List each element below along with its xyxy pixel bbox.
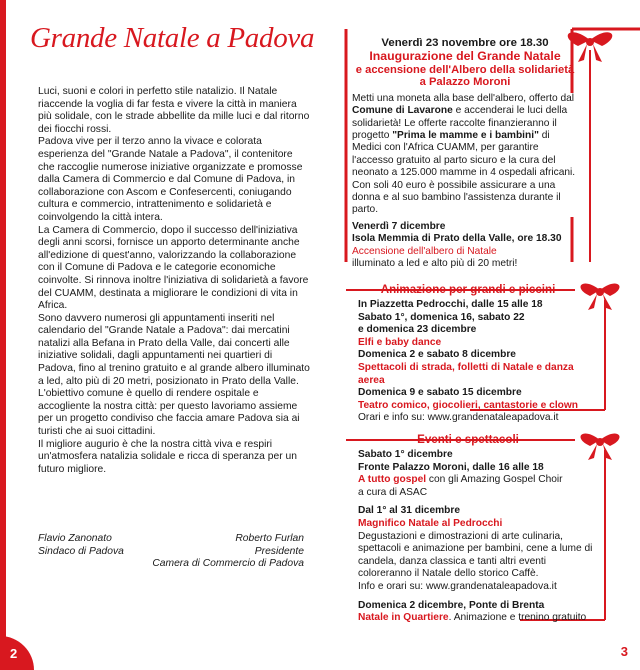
- event-name: Teatro comico, giocolieri, cantastorie e clown: [358, 399, 579, 411]
- event-date: Dal 1° al 31 dicembre: [358, 505, 461, 517]
- signature-role: Presidente: [254, 545, 304, 557]
- inauguration-place: a Palazzo Moroni: [419, 76, 511, 89]
- signature-name: Roberto Furlan: [235, 533, 304, 544]
- inauguration-subheading: e accensione dell'Albero della solidarietà: [355, 63, 575, 76]
- text-run-bold: Comune di Lavarone: [352, 105, 453, 117]
- text-run-bold: "Prima le mamme e i bambini": [392, 130, 539, 141]
- intro-paragraph: L'obiettivo comune è quello di rendere ospitale e accogliente la nostra città: per questo lavoriamo assieme per un progetto condiviso che faccia amare Padova sia ai turisti che ai suoi cittadini.: [38, 388, 300, 438]
- signature-name: Flavio Zanonato: [38, 533, 112, 544]
- intro-paragraph: Padova vive per il terzo anno la vivace e colorata esperienza del "Grande Natale a Padova", il contenitore che raccoglie numerose iniziative organizzate e promosse dalla Camera di Commercio e dal Comune di Padova, in collaborazione con Ascom e Confesercenti, coniugando cultura e commercio, intrattenimento e solidarietà e coinvolgendo la città intera.: [38, 136, 303, 223]
- event-date: Domenica 9 e sabato 15 dicembre: [358, 387, 522, 399]
- page-number-right: 3: [620, 644, 628, 659]
- tree-place: Isola Memmia di Prato della Valle, ore 18.30: [352, 233, 562, 245]
- text-run: di Medici con l'Africa CUAMM, per garantire l'accesso gratuito al parto sicuro e la cura del neonato a 125.000 mamme in 4 ospedali africani. Con soli 40 euro è possibile assicurare a una donna e al suo bambino l'assistenza durante il parto.: [352, 130, 576, 216]
- info-line: Orari e info su: www.grandenataleapadova.it: [358, 412, 559, 424]
- section-animation: [358, 299, 598, 425]
- event-place: In Piazzetta Pedrocchi, dalle 15 alle 18: [358, 299, 543, 310]
- event-line: [358, 612, 596, 625]
- section-events: [358, 449, 596, 625]
- intro-paragraph: La Camera di Commercio, dopo il successo dell'iniziativa degli anni scorsi, fornisce un apporto determinante anche all'edizione di quest'anno, valorizzando la collaborazione con il Comune di Padova e le categorie economiche coinvolte. Si rinnova inoltre l'iniziativa di solidarietà a favore del CUAMM, destinata a migliorare le condizioni di vita in Africa.: [38, 224, 309, 312]
- info-line: Info e orari su: www.grandenataleapadova.it: [358, 580, 557, 592]
- event-desc: a cura di ASAC: [358, 486, 428, 498]
- event-date: Domenica 2 e sabato 8 dicembre: [358, 349, 516, 361]
- text-run: Metti una moneta alla base dell'albero, offerto dal: [352, 92, 575, 104]
- inauguration-heading: Inaugurazione del Grande Natale: [369, 49, 561, 63]
- page-number-left: 2: [10, 646, 18, 661]
- event-name: A tutto gospel: [358, 474, 427, 486]
- tree-heading: Accensione dell'albero di Natale: [352, 245, 497, 257]
- inauguration-date: Venerdì 23 novembre ore 18.30: [381, 37, 549, 49]
- event-name: Magnifico Natale al Pedrocchi: [358, 517, 503, 529]
- event-desc: . Animazione e trenino gratuito: [448, 612, 587, 624]
- intro-paragraph: Sono davvero numerosi gli appuntamenti inseriti nel calendario del "Grande Natale a Padova": dai mercatini natalizi alla Befana in Prato della Valle, dai concerti alle iniziative solidali, dagli appuntamenti nei quartieri di Padova, fino al trenino gratuito e al grande albero illuminato a led, alto più di 20 metri, posizionato in Prato della Valle.: [38, 312, 310, 387]
- text-run: e accenderai le luci della solidarietà! Le offerte raccolte finanzieranno il progetto: [352, 105, 568, 141]
- tree-date: Venerdì 7 dicembre: [352, 220, 446, 232]
- event-date: e domenica 23 dicembre: [358, 324, 477, 336]
- event-place: Fronte Palazzo Moroni, dalle 16 alle 18: [358, 461, 544, 473]
- page-title: Grande Natale a Padova: [30, 22, 315, 54]
- signature-role: Sindaco di Padova: [38, 545, 124, 557]
- event-date: Sabato 1° dicembre: [358, 449, 453, 460]
- intro-paragraph: Luci, suoni e colori in perfetto stile natalizio. Il Natale riaccende la voglia di far festa e vivere la città in maniera più solidale, con le strade abbellite da mille luci e dal ritorno dei fiocchi rossi.: [38, 86, 310, 135]
- event-name: Elfi e baby dance: [358, 336, 442, 348]
- event-line: [358, 474, 596, 487]
- event-name: Spettacoli di strada, folletti di Natale e danza aerea: [358, 361, 574, 386]
- inauguration-box: [352, 36, 578, 270]
- signature-org: Camera di Commercio di Padova: [152, 558, 304, 570]
- event-date: Sabato 1°, domenica 16, sabato 22: [358, 311, 525, 323]
- event-name: Natale in Quartiere: [358, 612, 449, 624]
- event-date: Domenica 2 dicembre, Ponte di Brenta: [358, 599, 545, 611]
- event-desc: Degustazioni e dimostrazioni di arte culinaria, spettacoli e animazione per bambini, cene a lume di candela, danza classica e tanti altri eventi coloreranno il Natale dello storico Caffè.: [358, 530, 593, 580]
- section-title-events: Eventi e spettacoli: [417, 433, 519, 446]
- event-desc: con gli Amazing Gospel Choir: [426, 474, 563, 486]
- inauguration-text: [352, 93, 578, 217]
- intro-paragraph: Il migliore augurio è che la nostra città viva e respiri un'atmosfera natalizia solidale e ricca di speranza per un futuro migliore.: [38, 438, 297, 475]
- section-title-animation: Animazione per grandi e piccini: [380, 283, 556, 296]
- tree-text: illuminato a led e alto più di 20 metri!: [352, 258, 518, 270]
